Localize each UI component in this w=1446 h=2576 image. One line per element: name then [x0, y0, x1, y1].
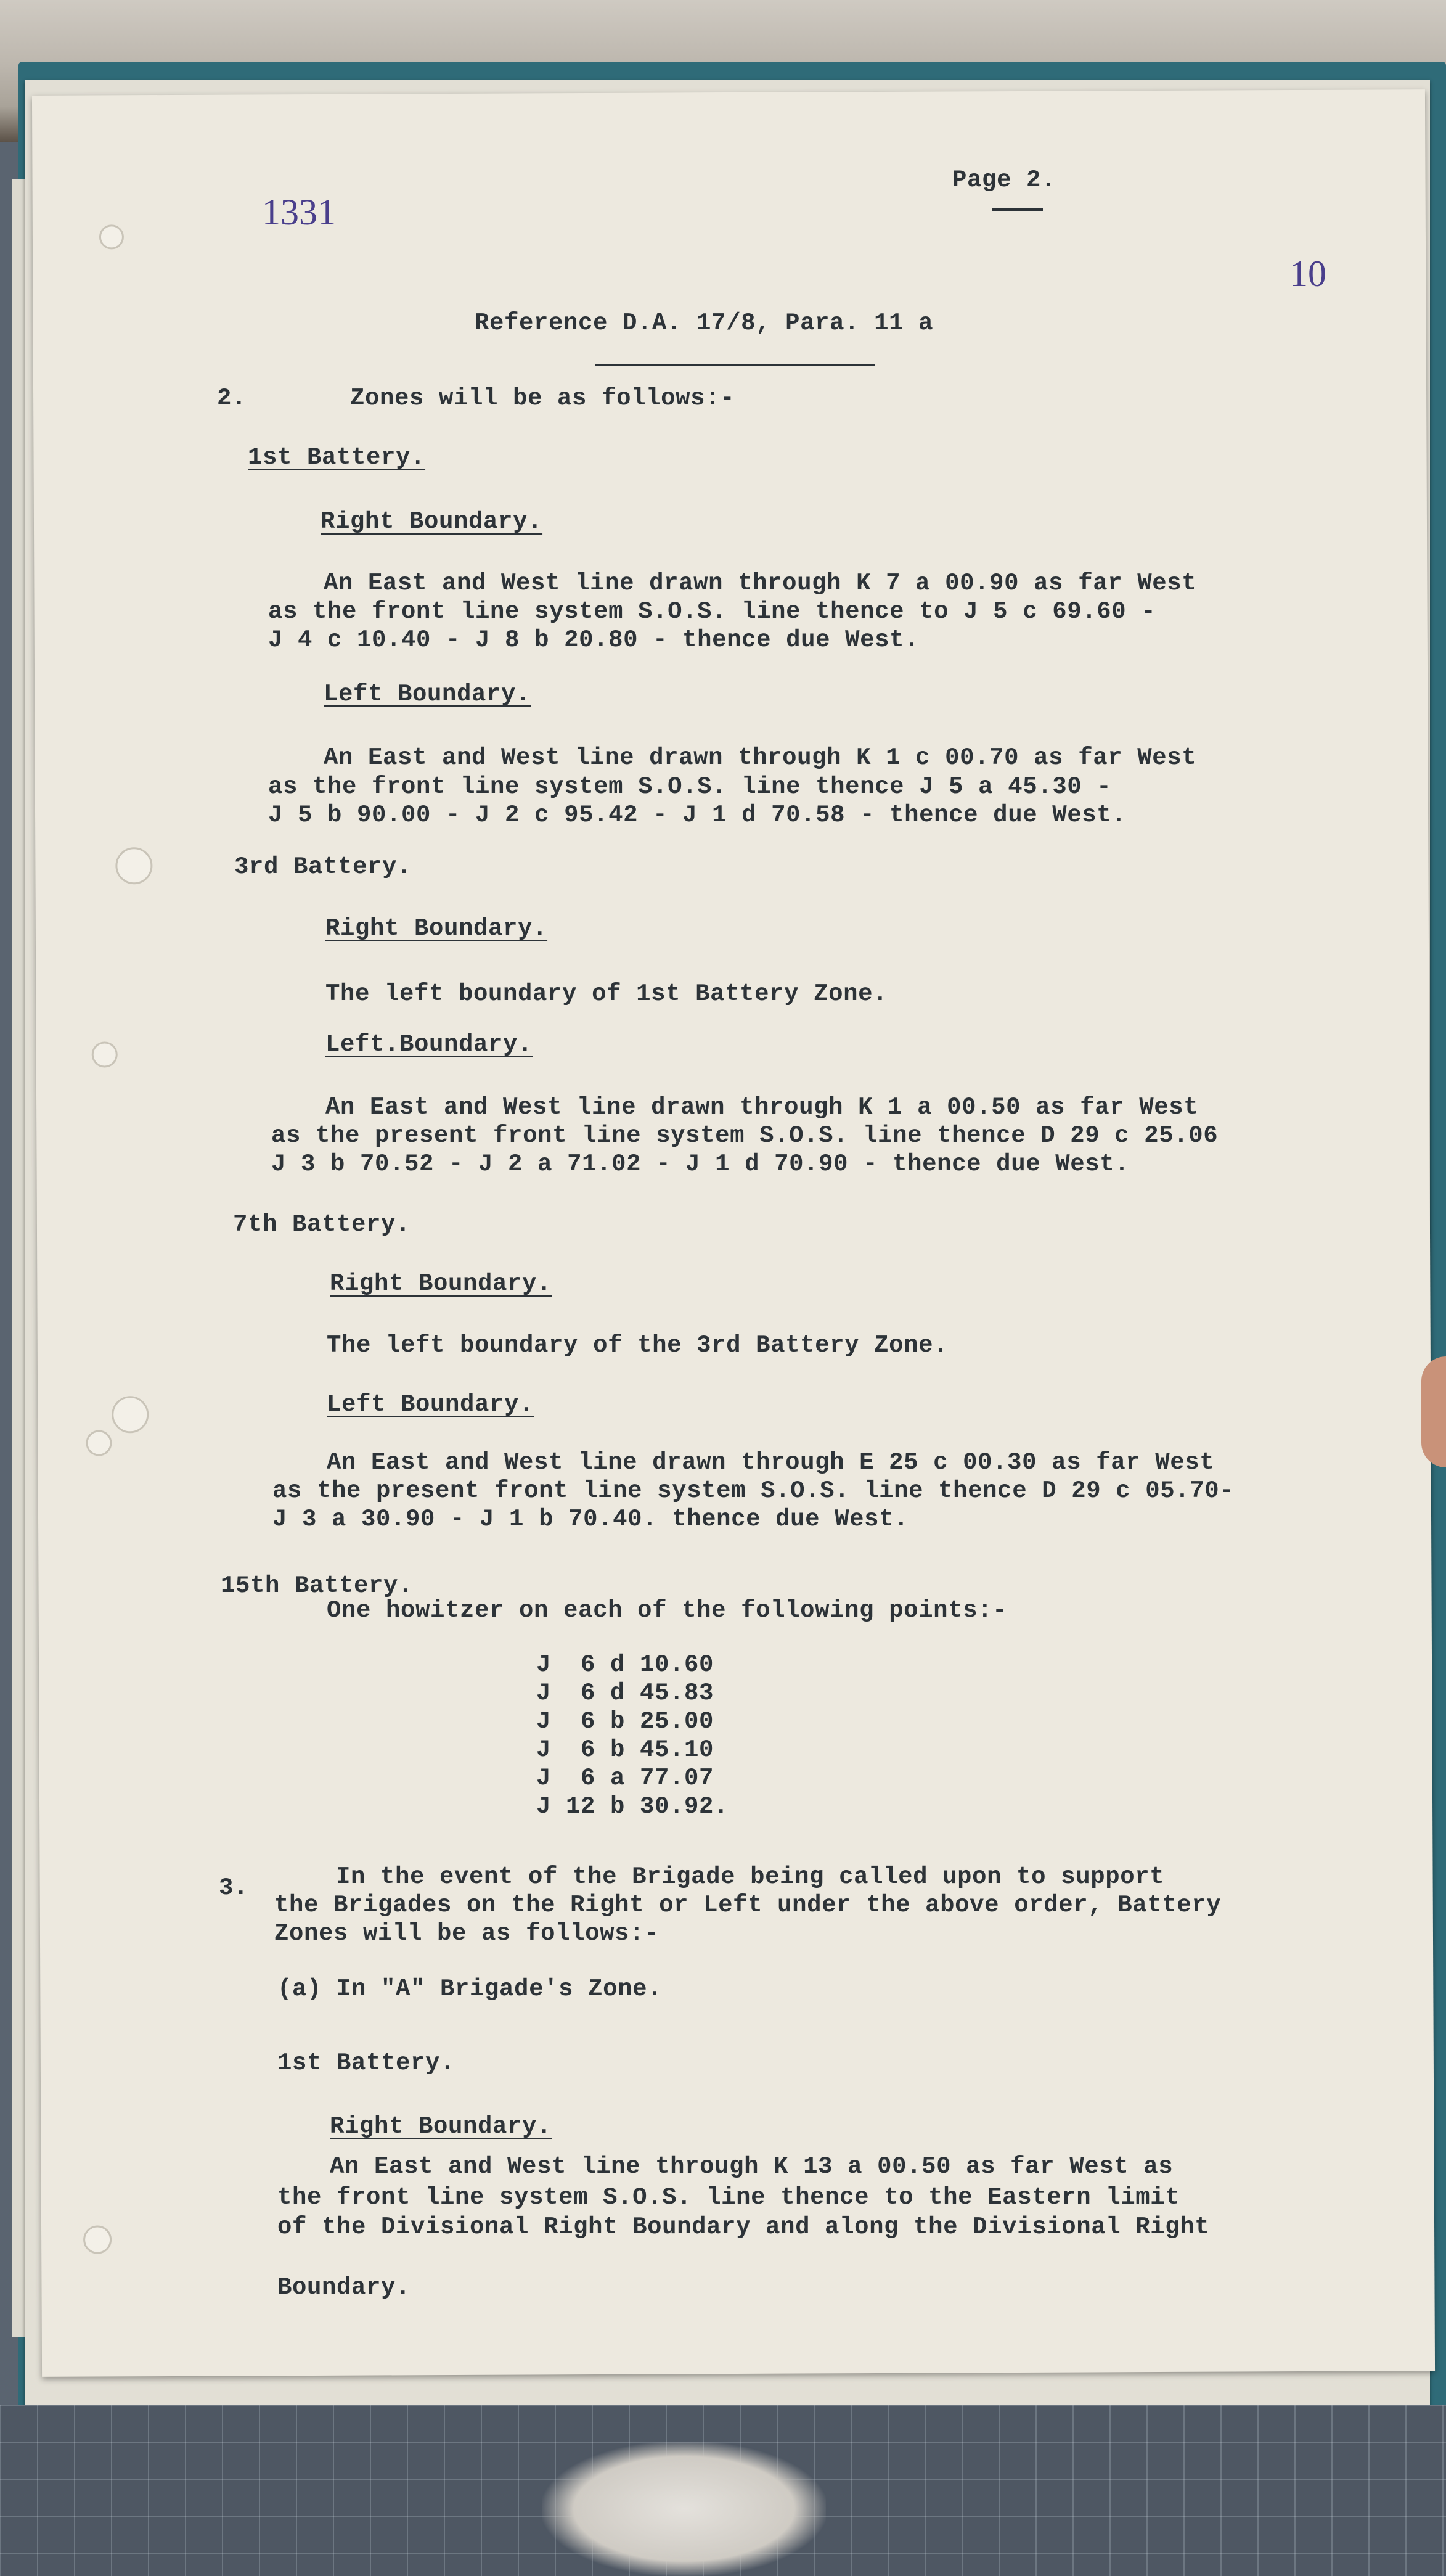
boundary-label: Right Boundary.: [330, 1270, 552, 1297]
boundary-line: J 5 b 90.00 - J 2 c 95.42 - J 1 d 70.58 - thence due West.: [268, 802, 1127, 829]
boundary-line: J 4 c 10.40 - J 8 b 20.80 - thence due West.: [268, 626, 920, 654]
map-point: J 6 d 10.60: [536, 1651, 714, 1678]
section-line: In the event of the Brigade being called upon to support: [336, 1863, 1165, 1890]
boundary-label: Right Boundary.: [325, 915, 548, 942]
binding-cord-end: [542, 2442, 826, 2576]
section-line: the Brigades on the Right or Left under the above order, Battery: [274, 1892, 1222, 1919]
punch-hole: [83, 2225, 112, 2254]
boundary-label: Right Boundary.: [330, 2113, 552, 2140]
boundary-line: An East and West line drawn through E 25 c 00.30 as far West: [327, 1449, 1215, 1476]
boundary-line: An East and West line drawn through K 7 a 00.90 as far West: [324, 570, 1197, 597]
reference-heading: Reference D.A. 17/8, Para. 11 a: [475, 310, 934, 337]
map-point: J 6 d 45.83: [536, 1680, 714, 1707]
map-point: J 6 b 45.10: [536, 1736, 714, 1763]
punch-hole: [86, 1430, 112, 1456]
boundary-text: The left boundary of the 3rd Battery Zone.: [327, 1332, 949, 1359]
boundary-line: J 3 b 70.52 - J 2 a 71.02 - J 1 d 70.90 - thence due West.: [271, 1151, 1130, 1178]
boundary-line: as the present front line system S.O.S. line thence D 29 c 25.06: [271, 1122, 1219, 1149]
heading-rule: [595, 364, 875, 366]
punch-hole: [99, 224, 124, 249]
map-point: J 6 a 77.07: [536, 1765, 714, 1792]
boundary-line: the front line system S.O.S. line thence to the Eastern limit: [277, 2184, 1180, 2211]
sub-heading: (a) In "A" Brigade's Zone.: [277, 1975, 663, 2003]
battery-title: 3rd Battery.: [234, 853, 412, 880]
section-number: 3.: [219, 1874, 249, 1901]
section-line: Zones will be as follows:-: [274, 1920, 660, 1947]
map-point: J 12 b 30.92.: [536, 1793, 729, 1820]
punch-hole: [112, 1396, 149, 1433]
battery-title: 1st Battery.: [277, 2049, 455, 2077]
boundary-label: Left.Boundary.: [325, 1031, 533, 1058]
battery-title: 15th Battery.: [221, 1572, 414, 1599]
boundary-label: Left Boundary.: [327, 1391, 534, 1418]
section-number: 2.: [217, 385, 247, 412]
map-point: J 6 b 25.00: [536, 1708, 714, 1735]
section-intro: Zones will be as follows:-: [350, 385, 735, 412]
page-label-rule: [992, 208, 1043, 211]
boundary-line: of the Divisional Right Boundary and along the Divisional Right: [277, 2213, 1210, 2241]
boundary-line: J 3 a 30.90 - J 1 b 70.40. thence due West.: [272, 1506, 909, 1533]
punch-hole: [115, 847, 152, 884]
boundary-label: Right Boundary.: [321, 508, 543, 535]
boundary-line: An East and West line drawn through K 1 c 00.70 as far West: [324, 744, 1197, 771]
boundary-line: An East and West line through K 13 a 00.50 as far West as: [330, 2153, 1174, 2180]
boundary-line: Boundary.: [277, 2274, 411, 2301]
boundary-line: as the present front line system S.O.S. line thence D 29 c 05.70-: [272, 1477, 1235, 1504]
punch-hole: [92, 1041, 118, 1067]
boundary-label: Left Boundary.: [324, 681, 531, 708]
folio-number-left: 1331: [262, 192, 336, 232]
boundary-text: The left boundary of 1st Battery Zone.: [325, 980, 888, 1007]
battery-intro: One howitzer on each of the following points:-: [327, 1597, 1008, 1624]
boundary-line: An East and West line drawn through K 1 a 00.50 as far West: [325, 1094, 1199, 1121]
page-label: Page 2.: [952, 166, 1056, 194]
battery-title: 1st Battery.: [248, 444, 426, 471]
boundary-line: as the front line system S.O.S. line thence J 5 a 45.30 -: [268, 773, 1112, 800]
battery-title: 7th Battery.: [233, 1211, 411, 1238]
thumb: [1421, 1356, 1446, 1467]
boundary-line: as the front line system S.O.S. line thence to J 5 c 69.60 -: [268, 598, 1156, 625]
folio-number-right: 10: [1289, 253, 1326, 294]
